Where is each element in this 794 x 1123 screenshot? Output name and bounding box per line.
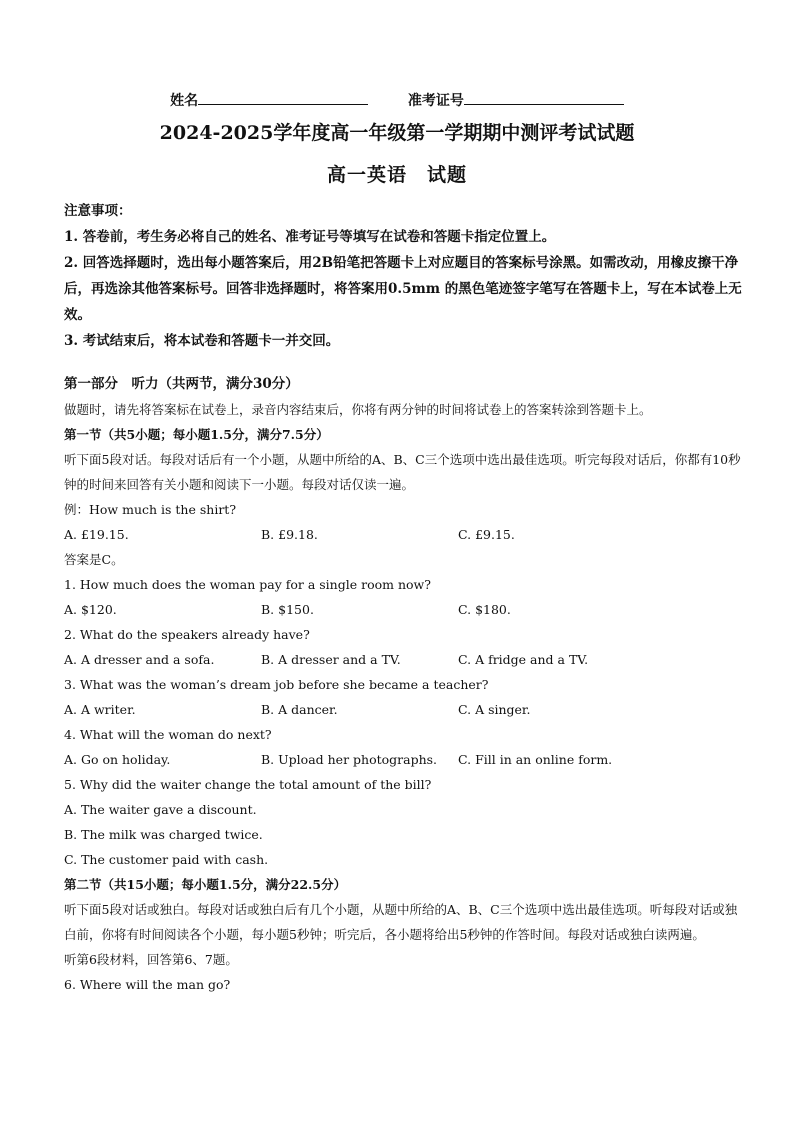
note-item: 3. 考试结束后，将本试卷和答题卡一并交回。 [64,333,340,349]
option-b: B. A dancer. [261,702,338,717]
question-4-options [64,747,744,772]
name-label: 姓名 [170,93,199,109]
question-5-option-b: B. The milk was charged twice. [64,827,263,842]
option-c: C. $180. [458,602,511,617]
option-a: A. $120. [64,602,117,617]
listening-part [64,372,744,997]
option-b: B. $150. [261,602,314,617]
section2-instruction: 听下面5段对话或独白。每段对话或独白后有几个小题，从题中所给的A、B、C三个选项中选出最佳选项。听每段对话或独白前，你将有时间阅读各个小题，每小题5秒钟；听完后，各小题将给出5秒钟的作答时间。每段对话或独白读两遍。 [64,902,738,942]
option-b: B. Upload her photographs. [261,752,438,767]
option-c: C. Fill in an online form. [458,752,613,767]
option-b: B. £9.18. [261,527,318,542]
candidate-info-line [0,90,794,110]
question-3-options [64,697,744,722]
question-3: 3. What was the woman’s dream job before she became a teacher? [64,677,489,692]
note-item: 1. 答卷前，考生务必将自己的姓名、准考证号等填写在试卷和答题卡指定位置上。 [64,229,556,245]
part1-heading: 第一部分 听力（共两节，满分30分） [64,376,299,392]
example-question: 例：How much is the shirt? [64,502,237,517]
option-b: B. A dresser and a TV. [261,652,401,667]
material-6-note: 听第6段材料，回答第6、7题。 [64,952,238,967]
name-blank [198,90,368,105]
section1-heading: 第一节（共5小题；每小题1.5分，满分7.5分） [64,427,329,442]
question-1: 1. How much does the woman pay for a single room now? [64,577,431,592]
option-a: A. A writer. [64,702,136,717]
section1-instruction: 听下面5段对话。每段对话后有一个小题，从题中所给的A、B、C三个选项中选出最佳选项。听完每段对话后，你都有10秒钟的时间来回答有关小题和阅读下一小题。每段对话仅读一遍。 [64,452,741,492]
option-c: C. A fridge and a TV. [458,652,589,667]
notes-section [64,198,744,354]
question-2: 2. What do the speakers already have? [64,627,310,642]
question-5-option-a: A. The waiter gave a discount. [64,802,257,817]
exam-number-label: 准考证号 [407,93,464,109]
part1-instruction: 做题时，请先将答案标在试卷上，录音内容结束后，你将有两分钟的时间将试卷上的答案转涂到答题卡上。 [64,402,652,417]
option-c: C. £9.15. [458,527,515,542]
question-5: 5. Why did the waiter change the total amount of the bill? [64,777,432,792]
notes-heading: 注意事项： [64,203,132,219]
option-a: A. Go on holiday. [64,752,171,767]
exam-number-blank [464,90,624,105]
option-a: A. £19.15. [64,527,129,542]
section2-heading: 第二节（共15小题；每小题1.5分，满分22.5分） [64,877,347,892]
question-5-option-c: C. The customer paid with cash. [64,852,269,867]
question-1-options [64,597,744,622]
option-a: A. A dresser and a sofa. [64,652,215,667]
question-6: 6. Where will the man go? [64,977,231,992]
exam-title: 2024-2025学年度高一年级第一学期期中测评考试试题 [159,122,635,144]
note-item: 2. 回答选择题时，选出每小题答案后，用2B铅笔把答题卡上对应题目的答案标号涂黑。如需改动，用橡皮擦干净后，再选涂其他答案标号。回答非选择题时，将答案用0.5mm 的黑色笔迹签字笔写在答题卡上，写在本试卷上无效。 [64,255,742,323]
question-2-options [64,647,744,672]
example-answer: 答案是C。 [64,552,124,567]
question-4: 4. What will the woman do next? [64,727,272,742]
example-options [64,522,744,547]
exam-subtitle: 高一英语 试题 [326,164,467,186]
option-c: C. A singer. [458,702,531,717]
